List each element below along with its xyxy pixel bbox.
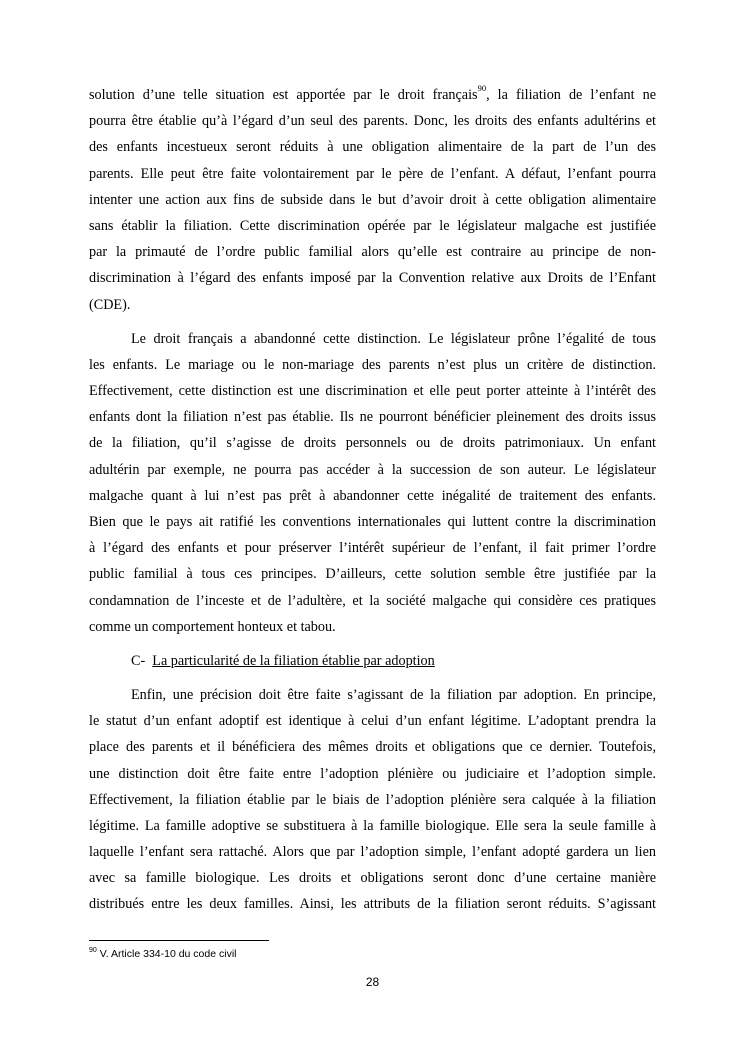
- paragraph-line: légitime. La famille adoptive se substituera à la famille biologique. Elle sera la seule famille à: [89, 817, 656, 834]
- paragraph-line: enfants dont la filiation n’est pas établie. Ils ne pourront bénéficier pleinement des droits issus: [89, 409, 656, 426]
- paragraph-line: Enfin, une précision doit être faite s’agissant de la filiation par adoption. En principe,: [131, 686, 656, 703]
- paragraph-gap: [89, 640, 656, 648]
- section-heading: [89, 648, 656, 674]
- paragraph-line: le statut d’un enfant adoptif est identique à celui d’un enfant légitime. L’adoptant prendra la: [89, 713, 656, 730]
- paragraph-line: pourra être établie qu’à l’égard d’un seul des parents. Donc, les droits des enfants adultérins et: [89, 113, 656, 130]
- paragraph-line: public familial à tous ces principes. D’ailleurs, cette solution semble être justifiée par la: [89, 566, 656, 583]
- page-number: 28: [365, 975, 380, 989]
- paragraph-line: Bien que le pays ait ratifié les conventions internationales qui luttent contre la discrimination: [89, 514, 656, 530]
- paragraph-line: distribués entre les deux familles. Ainsi, les attributs de la filiation seront réduits. S’agissant: [89, 896, 656, 913]
- paragraph-line: à l’égard des enfants et pour préserver l’intérêt supérieur de l’enfant, il fait primer l’ordre: [89, 540, 656, 557]
- footnote-reference[interactable]: 90: [477, 83, 487, 94]
- paragraph-2: [89, 326, 656, 640]
- paragraph-line: des enfants incestueux seront réduits à une obligation alimentaire de la part de l’un des: [89, 139, 656, 156]
- paragraph-line: laquelle l’enfant sera rattaché. Alors que par l’adoption simple, l’enfant adopté gardera un lien: [89, 844, 656, 861]
- paragraph-line: Effectivement, cette distinction est une discrimination et elle peut porter atteinte à l’intérêt des: [89, 383, 656, 400]
- paragraph-line: intenter une action aux fins de subside dans le but d’avoir droit à cette obligation alimentaire: [89, 191, 656, 208]
- section-marker: C-: [131, 652, 146, 669]
- paragraph-line: Le droit français a abandonné cette distinction. Le législateur prône l’égalité de tous: [131, 330, 656, 347]
- paragraph-line: malgache quant à lui n’est pas prêt à abandonner cette inégalité de traitement des enfants.: [89, 487, 656, 504]
- paragraph-line: (CDE).: [89, 296, 131, 313]
- paragraph-line: condamnation de l’inceste et de l’adultère, et la société malgache qui considère ces pratiques: [89, 592, 656, 609]
- paragraph-line: de la filiation, qu’il s’agisse de droits personnels ou de droits patrimoniaux. Un enfant: [89, 435, 656, 452]
- paragraph-line: parents. Elle peut être faite volontairement par le père de l’enfant. A défaut, l’enfant pourra: [89, 165, 656, 182]
- paragraph-line: solution d’une telle situation est apportée par le droit français$^{90}$, la filiation de l’enfant ne: [89, 83, 656, 103]
- paragraph-1: [89, 82, 656, 318]
- paragraph-line: les enfants. Le mariage ou le non-mariage des parents n’est plus un critère de distinction.: [89, 356, 656, 373]
- paragraph-line: adultérin par exemple, ne pourra pas accéder à la succession de son auteur. Le législateur: [89, 461, 656, 478]
- page-body: [89, 82, 656, 918]
- paragraph-line: avec sa famille biologique. Les droits et obligations seront donc d’une certaine manière: [89, 870, 656, 887]
- paragraph-line: sans établir la filiation. Cette discrimination opérée par le législateur malgache est justifiée: [89, 217, 656, 234]
- paragraph-gap: [89, 318, 656, 326]
- footnote: [89, 946, 237, 962]
- section-title: La particularité de la filiation établie par adoption: [152, 652, 435, 669]
- footnote-text: V. Article 334-10 du code civil: [96, 948, 237, 960]
- paragraph-line: discrimination à l’égard des enfants imposé par la Convention relative aux Droits de l’Enfant: [89, 270, 656, 287]
- paragraph-line: par la primauté de l’ordre public familial alors qu’elle est contraire au principe de non-: [89, 244, 656, 261]
- footnote-number: 90: [89, 946, 97, 954]
- paragraph-line: place des parents et il bénéficiera des mêmes droits et obligations que ce dernier. Toutefois,: [89, 739, 656, 756]
- paragraph-line: une distinction doit être faite entre l’adoption plénière ou judiciaire et l’adoption simple.: [89, 765, 656, 782]
- paragraph-3: [89, 682, 656, 918]
- paragraph-line: Effectivement, la filiation établie par le biais de l’adoption plénière sera calquée à la filiation: [89, 791, 656, 808]
- footnote-separator: [89, 940, 269, 941]
- paragraph-line: comme un comportement honteux et tabou.: [89, 618, 336, 635]
- paragraph-gap: [89, 674, 656, 682]
